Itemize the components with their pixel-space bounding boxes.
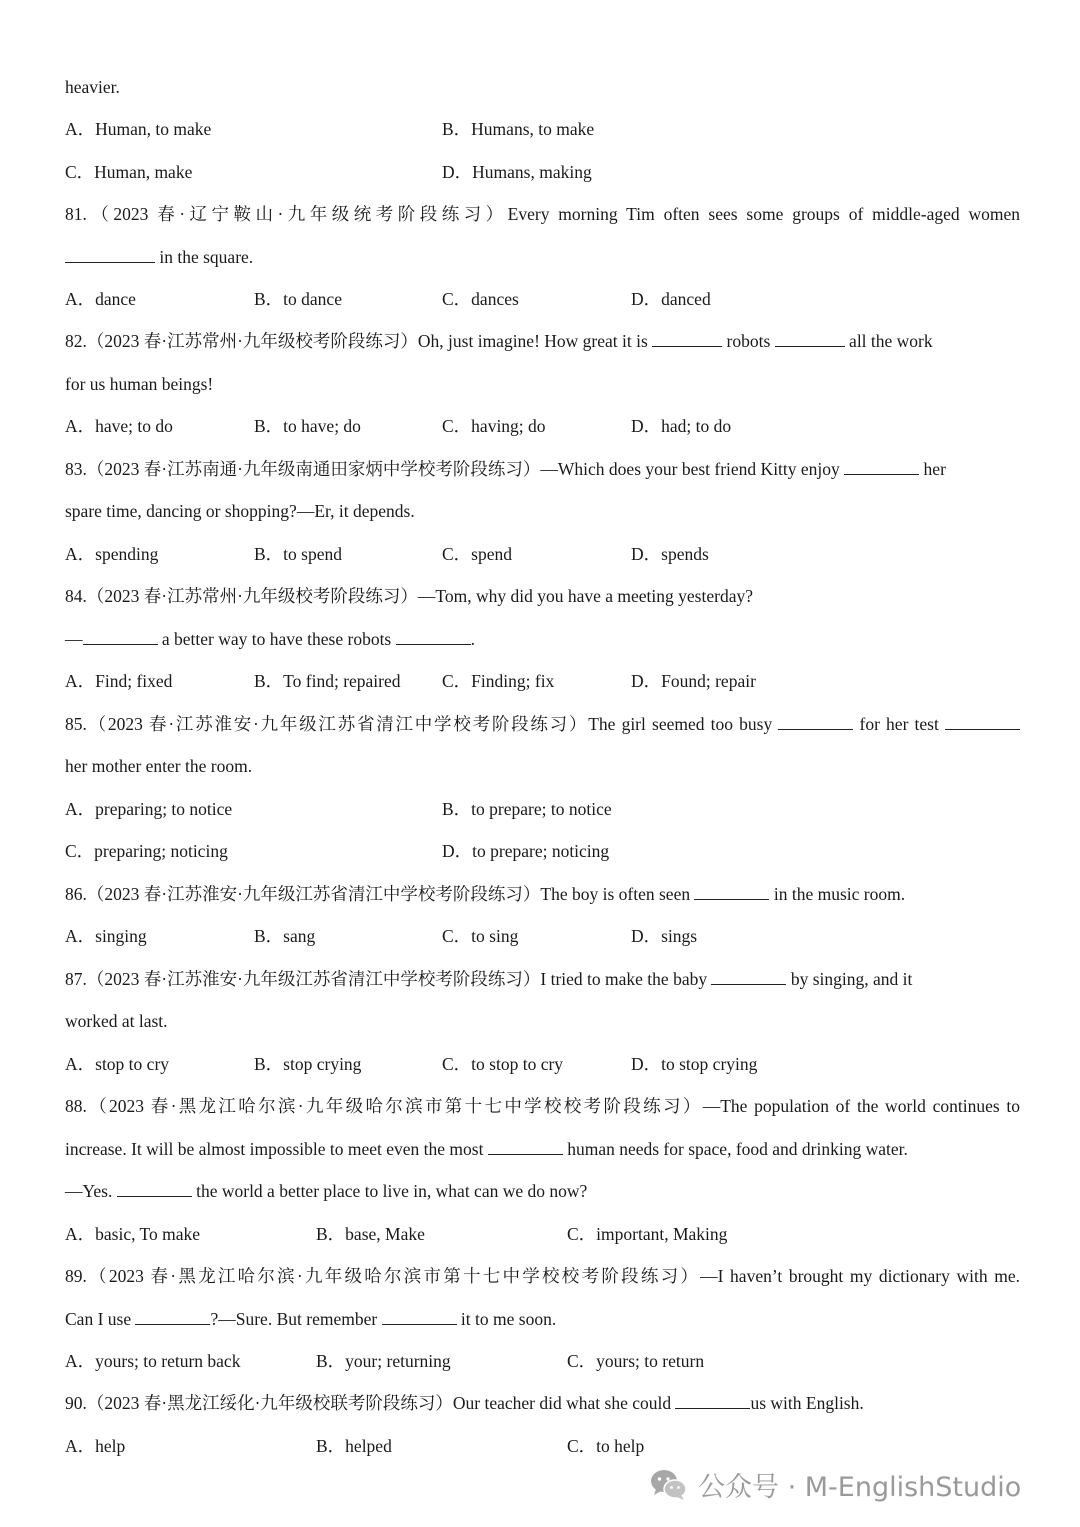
option-b: B．to have; do	[254, 416, 361, 436]
option-a: A．basic, To make	[65, 1224, 201, 1244]
option-b: B．base, Make	[316, 1224, 425, 1244]
option-a: A．stop to cry	[65, 1054, 170, 1074]
text-fragment: for her test	[853, 714, 945, 734]
question-90	[65, 1390, 1020, 1416]
option-a: A．yours; to return back	[65, 1351, 241, 1371]
text-fragment: by singing, and it	[786, 969, 913, 989]
option-b: B．to dance	[254, 289, 342, 309]
option-d: D．Humans, making	[442, 162, 592, 182]
option-c: C．to help	[567, 1436, 645, 1456]
option-a: A．dance	[65, 289, 136, 309]
text-fragment: —Yes.	[65, 1181, 117, 1201]
answer-blank	[117, 1179, 192, 1197]
answer-blank	[711, 967, 786, 985]
text-fragment: for us human beings!	[65, 374, 214, 394]
answer-blank	[135, 1307, 210, 1325]
question-88	[65, 1093, 1020, 1119]
question-82	[65, 328, 1020, 354]
option-d: D．to stop crying	[631, 1054, 758, 1074]
option-c: C．having; do	[442, 416, 546, 436]
option-a: A．have; to do	[65, 416, 173, 436]
text-line	[65, 498, 1020, 524]
option-a: A．singing	[65, 926, 147, 946]
question-81	[65, 201, 1020, 227]
text-fragment: 82.（2023 春·江苏常州·九年级校考阶段练习）Oh, just imagine! How great it is	[65, 331, 653, 351]
option-c: C．to sing	[442, 926, 519, 946]
answer-blank	[396, 627, 471, 645]
text-fragment: 90.（2023 春·黑龙江绥化·九年级校联考阶段练习）Our teacher did what she could	[65, 1393, 676, 1413]
text-fragment: 89.（2023 春·黑龙江哈尔滨·九年级哈尔滨市第十七中学校校考阶段练习）—I haven’t brought my dictionary with me.	[65, 1266, 1020, 1286]
answer-blank	[945, 712, 1020, 730]
text-fragment: 84.（2023 春·江苏常州·九年级校考阶段练习）—Tom, why did you have a meeting yesterday?	[65, 586, 753, 606]
text-fragment: her mother enter the room.	[65, 756, 253, 776]
text-fragment: —	[65, 629, 83, 649]
question-84	[65, 583, 1020, 609]
option-c: C．Human, make	[65, 162, 193, 182]
option-a: A．Human, to make	[65, 119, 212, 139]
option-c: C．yours; to return	[567, 1351, 705, 1371]
watermark-text: 公众号 · M-EnglishStudio	[698, 1471, 1022, 1503]
answer-blank	[83, 627, 158, 645]
text-fragment: the world a better place to live in, what can we do now?	[191, 1181, 588, 1201]
text-line	[65, 371, 1020, 397]
option-a: A．help	[65, 1436, 126, 1456]
option-d: D．spends	[631, 544, 709, 564]
option-d: D．sings	[631, 926, 698, 946]
option-c: C．dances	[442, 289, 519, 309]
text-line	[65, 753, 1020, 779]
text-fragment: 87.（2023 春·江苏淮安·九年级江苏省清江中学校考阶段练习）I tried to make the baby	[65, 969, 712, 989]
option-b: B．to prepare; to notice	[442, 799, 612, 819]
text-fragment: 85.（2023 春·江苏淮安·九年级江苏省清江中学校考阶段练习）The girl seemed too busy	[65, 714, 779, 734]
text-fragment: heavier.	[65, 77, 120, 97]
text-line	[65, 1136, 1020, 1162]
text-fragment: her	[919, 459, 946, 479]
text-fragment: all the work	[844, 331, 933, 351]
option-b: B．Humans, to make	[442, 119, 595, 139]
option-c: C．preparing; noticing	[65, 841, 228, 861]
answer-blank	[675, 1391, 750, 1409]
text-line	[65, 74, 1020, 100]
watermark	[648, 1462, 1021, 1506]
option-d: D．danced	[631, 289, 711, 309]
text-fragment: in the square.	[155, 247, 254, 267]
question-86	[65, 881, 1020, 907]
question-85	[65, 711, 1020, 737]
text-line	[65, 1008, 1020, 1034]
answer-blank	[694, 882, 769, 900]
answer-blank	[844, 457, 919, 475]
option-d: D．Found; repair	[631, 671, 756, 691]
text-line	[65, 1306, 1020, 1332]
option-c: C．Finding; fix	[442, 671, 555, 691]
option-d: D．to prepare; noticing	[442, 841, 610, 861]
text-line	[65, 1178, 1020, 1204]
option-b: B．to spend	[254, 544, 342, 564]
text-fragment: .	[470, 629, 475, 649]
text-fragment: 81.（2023 春·辽宁鞍山·九年级统考阶段练习）Every morning Tim often sees some groups of middle-aged women	[65, 204, 1020, 224]
option-b: B．stop crying	[254, 1054, 362, 1074]
option-b: B．your; returning	[316, 1351, 451, 1371]
option-a: A．Find; fixed	[65, 671, 173, 691]
answer-blank	[652, 329, 722, 347]
option-b: B．helped	[316, 1436, 392, 1456]
text-fragment: 83.（2023 春·江苏南通·九年级南通田家炳中学校考阶段练习）—Which does your best friend Kitty enjoy	[65, 459, 845, 479]
text-fragment: worked at last.	[65, 1011, 168, 1031]
text-fragment: a better way to have these robots	[157, 629, 396, 649]
question-83	[65, 456, 1020, 482]
text-fragment: 86.（2023 春·江苏淮安·九年级江苏省清江中学校考阶段练习）The boy is often seen	[65, 884, 695, 904]
text-line	[65, 626, 1020, 652]
question-89	[65, 1263, 1020, 1289]
question-87	[65, 966, 1020, 992]
option-a: A．preparing; to notice	[65, 799, 233, 819]
option-c: C．important, Making	[567, 1224, 728, 1244]
wechat-icon	[648, 1464, 688, 1504]
text-line	[65, 244, 1020, 270]
text-fragment: spare time, dancing or shopping?—Er, it depends.	[65, 501, 415, 521]
answer-blank	[775, 329, 845, 347]
text-fragment: increase. It will be almost impossible to meet even the most	[65, 1139, 488, 1159]
text-fragment: 88.（2023 春·黑龙江哈尔滨·九年级哈尔滨市第十七中学校校考阶段练习）—The population of the world continues to	[65, 1096, 1020, 1116]
answer-blank	[65, 245, 155, 263]
text-fragment: robots	[722, 331, 775, 351]
answer-blank	[382, 1307, 457, 1325]
text-fragment: us with English.	[750, 1393, 864, 1413]
answer-blank	[778, 712, 853, 730]
option-d: D．had; to do	[631, 416, 732, 436]
text-fragment: human needs for space, food and drinking water.	[562, 1139, 908, 1159]
option-c: C．to stop to cry	[442, 1054, 564, 1074]
option-a: A．spending	[65, 544, 159, 564]
text-fragment: in the music room.	[769, 884, 906, 904]
answer-blank	[488, 1137, 563, 1155]
option-b: B．sang	[254, 926, 316, 946]
text-fragment: ?—Sure. But remember	[210, 1309, 382, 1329]
option-b: B．To find; repaired	[254, 671, 401, 691]
option-c: C．spend	[442, 544, 512, 564]
text-fragment: Can I use	[65, 1309, 136, 1329]
text-fragment: it to me soon.	[456, 1309, 557, 1329]
